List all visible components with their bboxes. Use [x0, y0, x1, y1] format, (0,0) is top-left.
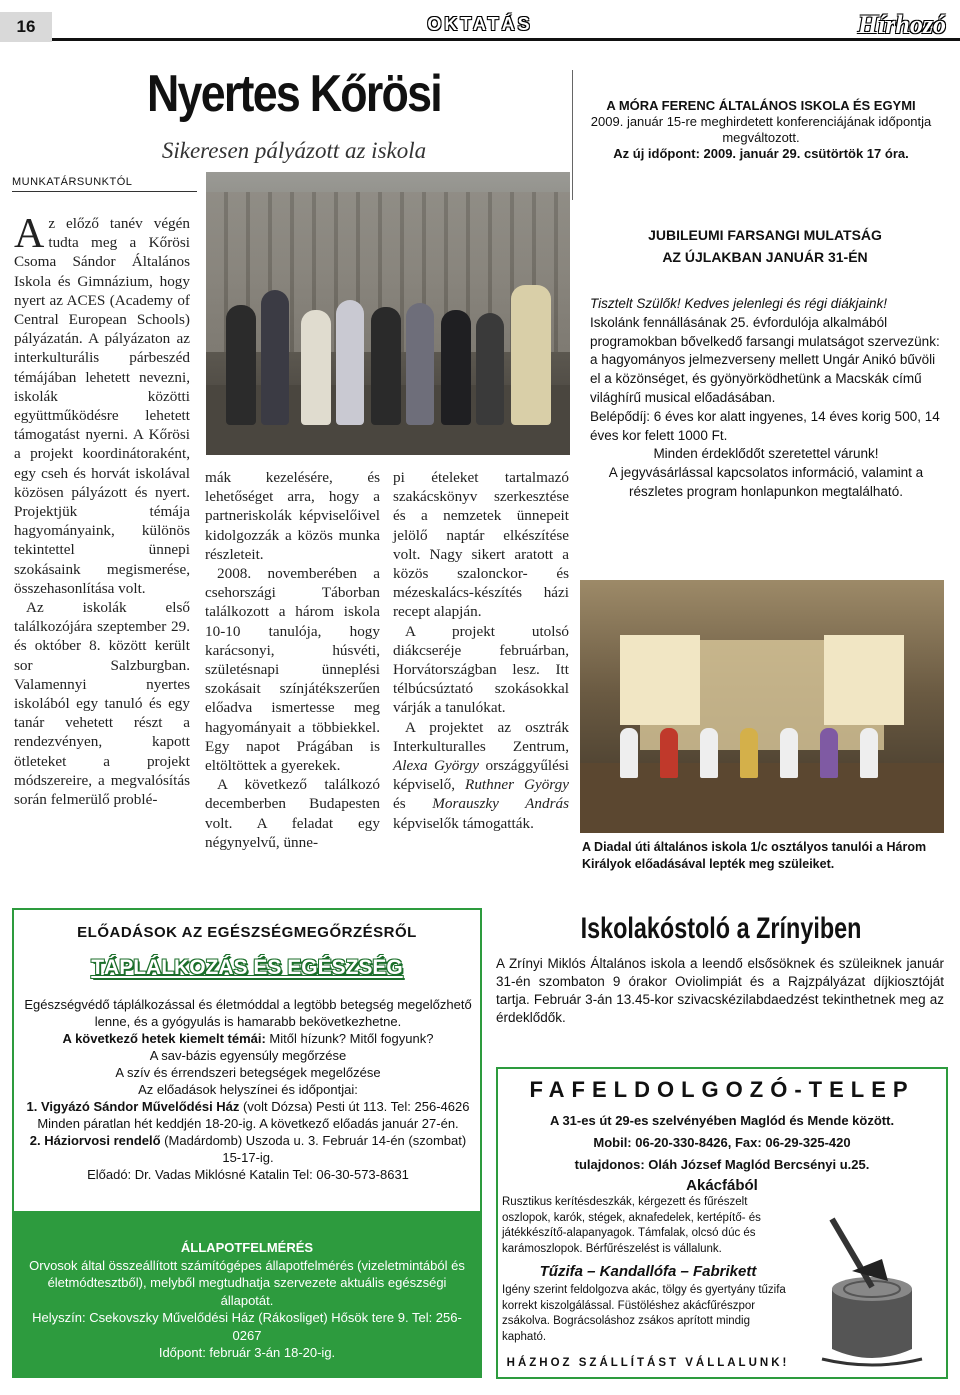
article-column-3 [393, 468, 569, 833]
article-paragraph: A projekt utolsó diákcseréje februárban, Horvátországban lesz. Itt télbúcsúztató szokásokkal várják a tanulókat. [393, 622, 569, 717]
axe-stump-icon [812, 1209, 932, 1369]
article-column-1 [14, 211, 190, 809]
article-paragraph: pi ételeket tartalmazó szakácskönyv szerkesztése és a nemzetek ünnepeit jelölő naptár elkészítése volt. Nagy sikert aratott a közös szalonckor- és mézeskalács-készítés házi recept alapján. [393, 469, 569, 621]
farsang-greeting: Tisztelt Szülők! Kedves jelenlegi és régi diákjaink! [590, 296, 888, 311]
iskola-body: A Zrínyi Miklós Általános iskola a leendő elsősöknek és szüleiknek január 31-én szombaton 9 órakor Oviolimpiát és a Rajzpályázat díjkiosztóját tartja. Február 3-án 13.45-kor szivacskézilabdaedzést tekinthetnek meg az érdeklődők. [496, 956, 944, 1025]
farsang-paragraph: Iskolánk fennállásának 25. évfordulója alkalmából programokban bővelkedő farsangi mulatságot szervezünk: a hagyományos jelmezverseny mellett Ungár Anikó bűvöli el a közönséget, és gyönyörködhetünk a Macskák című világhírű musical előadásában. [590, 314, 940, 405]
ad-firewood-desc: Igény szerint feldolgozva akác, tölgy és gyertyány tűzifa korrekt kiszolgálással. Füstöléshez akácfűrészpor zsákolva. Bográcsoláshoz zsákos aprított mindig kapható. [502, 1284, 786, 1343]
ad-description: Rusztikus kerítésdeszkák, kérgezett és fűrészelt oszlopok, karók, stégek, aknafedelek, kertépítő- és játékkészítő-alapanyagok. Támfalak, olcsó dúc és karámoszlopok. Bérfűrészelést is vállalunk. [502, 1196, 761, 1255]
article-subhead: Sikeresen pályázott az iskola [161, 138, 427, 163]
article-paragraph: A projektet az osztrák Interkulturalles Zentrum, Alexa György országgyűlési képviselő, Ruthner György és Morauszky András képviselők támogatták. [393, 718, 570, 832]
ad-owner: tulajdonos: Oláh József Maglód Bercsényi u.25. [574, 1157, 870, 1172]
page-header [0, 0, 960, 62]
iskola-title: Iskolakóstoló a Zrínyiben [580, 912, 862, 945]
health-title: ELŐADÁSOK AZ EGÉSZSÉGMEGŐRZÉSRŐL [77, 924, 417, 941]
article-paragraph: 2008. novemberében a csehországi Táborban találkozott a három iskola 10-10 tanulója, hogy karácsonyi, húsvéti, születésnapi ünneplési szokásait színjátékszerűen előadva ismertesse meg hagyományait a többiekkel. Egy napot Prágában is eltöltöttek a gyerekek. [205, 565, 380, 775]
article-column-2 [205, 468, 380, 852]
article-paragraph: Az iskolák első találkozójára szeptember 29. és október 8. között került sor Salzburgban. Valamennyi nyertes iskolából egy tanuló és egy tanár vehetett részt a rendezvényen, kapott ötleteket a projekt módszereire, a megvalósítás során felmerülő problé- [14, 599, 190, 809]
school-play-photo [580, 580, 944, 833]
farsang-price: Belépődíj: 6 éves kor alatt ingyenes, 14 éves korig 500, 14 éves kor felett 1000 Ft. [590, 408, 940, 443]
photo-caption: A Diadal úti általános iskola 1/c osztályos tanulói a Három Királyok előadásával lepték meg szüleiket. [582, 840, 927, 871]
notice-new-date: Az új időpont: 2009. január 29. csütörtök 17 óra. [613, 146, 909, 161]
section-title: OKTATÁS [427, 14, 533, 34]
byline [12, 170, 197, 192]
farsang-invite: Minden érdeklődőt szeretettel várunk! [653, 446, 879, 462]
article-paragraph: z előző tanév végén tudta meg a Kőrösi Csoma Sándor Általános Iskola és Gimnázium, hogy nyert az ACES (Academy of Central European Schools) pályázatán. A pályázaton az interkulturális párbeszéd témájában lehetett nevezni, iskolák közötti együttműködésre lehetett támogatást nyerni. A Kőrösi a projekt koordinátoraként, egy cseh és horvát iskolával közösen pályázott és nyert. Projektjük témája hagyományaink, különös tekintettel ünnepi szokásaink megismerése, összehasonlítása volt. [14, 215, 190, 597]
byline-text: MUNKATÁRSUNKTÓL [12, 176, 133, 188]
notice-title: A MÓRA FERENC ÁLTALÁNOS ISKOLA ÉS EGYMI [606, 98, 916, 113]
ad-delivery: HÁZHOZ SZÁLLÍTÁST VÁLLALUNK! [506, 1357, 790, 1369]
column-divider [572, 70, 573, 200]
school-notice [576, 98, 946, 162]
newspaper-logo: Hírhozó [857, 10, 946, 39]
drop-cap: A [14, 211, 45, 257]
farsang-title: JUBILEUMI FARSANGI MULATSÁG AZ ÚJLAKBAN JANUÁR 31-ÉN [648, 227, 882, 265]
group-photo [206, 172, 570, 455]
wood-ad [496, 1067, 948, 1379]
health-subtitle: TÁPLÁLKOZÁS ÉS EGÉSZSÉG [91, 956, 403, 979]
farsang-body [590, 295, 942, 502]
ad-title: FAFELDOLGOZÓ-TELEP [529, 1077, 915, 1102]
header-rule [52, 38, 960, 41]
status-assessment: ÁLLAPOTFELMÉRÉS Orvosok által összeállított számítógépes állapotfelmérés (vizeletmintából és életmódtesztből), melyből megtudhatja szervezete aktuális egészségi állapotát. Helyszín: Csekovszky Művelődési Ház (Rákosliget) Hősök tere 9. Tel: 256-0267 Időpont: február 3-án 18-20-ig. [14, 1211, 480, 1376]
article-paragraph: A következő találkozó decemberben Budapesten volt. A feladat egy négynyelvű, ünne- [205, 776, 380, 851]
ad-phone: Mobil: 06-20-330-8426, Fax: 06-29-325-420 [593, 1135, 851, 1150]
ad-subtitle: Akácfából [686, 1177, 758, 1194]
article-paragraph: mák kezelésére, és lehetőséget arra, hogy a partneriskolák képviselőivel kidolgozzák a közös munka részleteit. [205, 469, 380, 563]
health-lectures-box [12, 908, 482, 1378]
page-number: 16 [0, 12, 52, 42]
ad-location: A 31-es út 29-es szelvényében Maglód és Mende között. [549, 1113, 895, 1128]
notice-text: 2009. január 15-re meghirdetett konferenciájának időpontja megváltozott. [590, 114, 932, 145]
ad-firewood-title: Tűzifa – Kandallófa – Fabrikett [539, 1263, 757, 1280]
farsang-info: A jegyvásárlással kapcsolatos információ, valamint a részletes program honlapunkon megtalálható. [608, 465, 924, 499]
article-headline: Nyertes Kőrösi [146, 65, 442, 123]
health-body: Egészségvédő táplálkozással és életmóddal a legtöbb betegség megelőzhető lenne, és a gyógyulás is hamarabb bekövetkezhetne. A következő hetek kiemelt témái: Mitől hízunk? Mitől fogyunk? A sav-bázis egyensúly megőrzése A szív és érrendszeri betegségek megelőzése Az előadások helyszínei és időpontjai: 1. Vigyázó Sándor Művelődési Ház (volt Dózsa) Pesti út 113. Tel: 256-4626 Minden páratlan hét keddjén 18-20-ig. A következő előadás január 27-én. 2. Háziorvosi rendelő (Madárdomb) Uszoda u. 3. Február 14-én (szombat) 15-17-ig. Előadó: Dr. Vadas Miklósné Katalin Tel: 06-30-573-8631 [24, 997, 472, 1182]
